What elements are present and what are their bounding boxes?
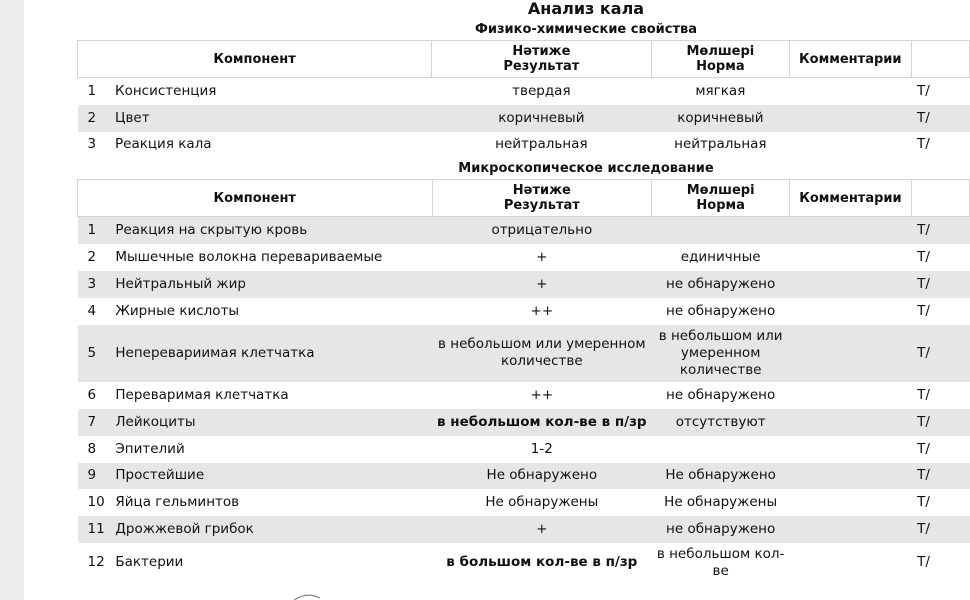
- row-comment: [790, 382, 912, 409]
- row-component: Жирные кислоты: [115, 302, 240, 319]
- row-number: 2: [78, 105, 112, 132]
- row-comment: [790, 436, 912, 463]
- microscopy-table: [77, 179, 970, 583]
- row-extra: Т/: [911, 463, 969, 489]
- row-norm: не обнаружено: [666, 386, 776, 403]
- row-component: Яйца гельминтов: [115, 493, 240, 510]
- signature-stroke: [286, 590, 326, 600]
- row-norm: в небольшом или умеренном количестве: [652, 325, 790, 382]
- row-extra: Т/: [917, 493, 930, 510]
- row-component: Простейшие: [111, 463, 432, 489]
- header-norm: [651, 41, 789, 78]
- row-comment: [790, 516, 912, 543]
- row-comment: [790, 132, 912, 158]
- header-result-kk: Нәтиже: [512, 44, 571, 59]
- header-result-ru: Результат: [503, 198, 580, 213]
- row-result: в небольшом или умеренном количестве: [432, 325, 652, 382]
- row-result: Не обнаружено: [432, 463, 652, 489]
- table-row: [78, 436, 970, 463]
- table-row: [78, 325, 970, 382]
- row-norm: Не обнаружено: [652, 463, 790, 489]
- row-norm: [652, 217, 790, 244]
- header-component: Компонент: [78, 180, 433, 217]
- row-extra: Т/: [917, 82, 930, 99]
- row-result: ++: [530, 302, 554, 319]
- header-norm-ru: Норма: [696, 198, 745, 213]
- header-norm-kk: Мөлшері: [686, 183, 755, 198]
- row-component: Консистенция: [115, 82, 217, 99]
- header-result-ru: Результат: [503, 59, 580, 74]
- row-comment: [790, 489, 912, 516]
- row-component: Реакция на скрытую кровь: [111, 217, 432, 244]
- table-row: [78, 105, 970, 132]
- row-number: 7: [78, 409, 112, 436]
- row-component: Реакция кала: [115, 136, 212, 152]
- row-component: Неперевариимая клетчатка: [111, 325, 432, 382]
- row-comment: [790, 78, 912, 105]
- row-result: в большом кол-ве в п/зр: [446, 554, 638, 570]
- row-component: Мышечные волокна перевариваемые: [115, 248, 383, 265]
- row-component: Эпителий: [115, 440, 185, 457]
- row-norm: не обнаружено: [666, 302, 776, 319]
- row-norm: в небольшом кол-ве: [656, 545, 785, 579]
- header-result-kk: Нәтиже: [512, 183, 571, 198]
- row-extra: Т/: [917, 136, 930, 152]
- row-extra: Т/: [911, 105, 969, 132]
- row-result: +: [432, 516, 652, 543]
- header-norm: [652, 180, 790, 217]
- row-comment: [790, 298, 912, 325]
- row-number: 3: [87, 136, 97, 152]
- header-extra: [911, 41, 969, 78]
- row-extra: Т/: [917, 248, 930, 265]
- row-result: 1-2: [530, 440, 553, 457]
- header-norm-kk: Мөлшері: [686, 44, 755, 59]
- row-extra: Т/: [911, 409, 969, 436]
- row-comment: [790, 105, 912, 132]
- header-norm-ru: Норма: [696, 59, 745, 74]
- row-result: нейтральная: [495, 136, 588, 152]
- row-comment: [790, 217, 912, 244]
- row-extra: Т/: [911, 325, 969, 382]
- row-norm: Не обнаружены: [664, 493, 778, 510]
- row-extra: Т/: [911, 217, 969, 244]
- row-comment: [790, 409, 912, 436]
- row-norm: не обнаружено: [652, 271, 790, 298]
- row-component: Дрожжевой грибок: [111, 516, 432, 543]
- row-extra: Т/: [917, 554, 930, 570]
- row-norm: не обнаружено: [652, 516, 790, 543]
- row-number: 1: [87, 82, 97, 99]
- table-header-row: [78, 180, 970, 217]
- row-result: +: [432, 271, 652, 298]
- report-page: [24, 0, 970, 600]
- row-number: 12: [87, 554, 105, 570]
- table-row: [78, 271, 970, 298]
- header-comments: Комментарии: [790, 180, 912, 217]
- section-title-physchem: Физико-химические свойства: [475, 22, 697, 37]
- row-comment: [790, 543, 912, 583]
- header-component: Компонент: [78, 41, 432, 78]
- table-row: [78, 516, 970, 543]
- row-norm: коричневый: [651, 105, 789, 132]
- row-component: Нейтральный жир: [111, 271, 432, 298]
- row-result: отрицательно: [432, 217, 652, 244]
- row-number: 3: [78, 271, 112, 298]
- row-result: Не обнаружены: [485, 493, 599, 510]
- table-row: [78, 543, 970, 583]
- row-result: коричневый: [432, 105, 652, 132]
- header-result: [432, 180, 652, 217]
- row-extra: Т/: [917, 440, 930, 457]
- table-row: [78, 489, 970, 516]
- row-comment: [790, 271, 912, 298]
- row-number: 8: [87, 440, 97, 457]
- row-number: 5: [78, 325, 112, 382]
- row-norm: единичные: [680, 248, 761, 265]
- header-extra: [911, 180, 969, 217]
- row-component: Бактерии: [115, 554, 184, 570]
- row-result: +: [536, 248, 548, 265]
- row-result: в небольшом кол-ве в п/зр: [432, 409, 652, 436]
- table-row: [78, 78, 970, 105]
- row-norm: мягкая: [695, 82, 746, 99]
- row-component: Лейкоциты: [111, 409, 432, 436]
- table-row: [78, 382, 970, 409]
- header-comments: Комментарии: [790, 41, 912, 78]
- row-norm: [652, 436, 790, 463]
- row-result: твердая: [512, 82, 571, 99]
- header-result: [432, 41, 652, 78]
- row-extra: Т/: [917, 386, 930, 403]
- table-row: [78, 244, 970, 271]
- row-norm: отсутствуют: [652, 409, 790, 436]
- row-extra: Т/: [911, 271, 969, 298]
- row-number: 10: [87, 493, 105, 510]
- row-norm: нейтральная: [674, 136, 767, 152]
- page-title: Анализ кала: [527, 0, 645, 18]
- row-comment: [790, 244, 912, 271]
- row-extra: Т/: [917, 302, 930, 319]
- row-comment: [790, 325, 912, 382]
- table-header-row: [78, 41, 970, 78]
- table-row: [78, 217, 970, 244]
- table-row: [78, 298, 970, 325]
- row-result: ++: [530, 386, 554, 403]
- row-number: 6: [87, 386, 97, 403]
- row-number: 11: [78, 516, 112, 543]
- row-component: Цвет: [111, 105, 432, 132]
- section-title-microscopy: Микроскопическое исследование: [458, 161, 714, 176]
- row-comment: [790, 463, 912, 489]
- row-component: Переваримая клетчатка: [115, 386, 289, 403]
- row-number: 1: [78, 217, 112, 244]
- table-row: [78, 463, 970, 489]
- row-number: 2: [87, 248, 97, 265]
- row-number: 4: [87, 302, 97, 319]
- row-extra: Т/: [911, 516, 969, 543]
- table-row: [78, 409, 970, 436]
- physchem-table: [77, 40, 970, 158]
- row-number: 9: [78, 463, 112, 489]
- table-row: [78, 132, 970, 158]
